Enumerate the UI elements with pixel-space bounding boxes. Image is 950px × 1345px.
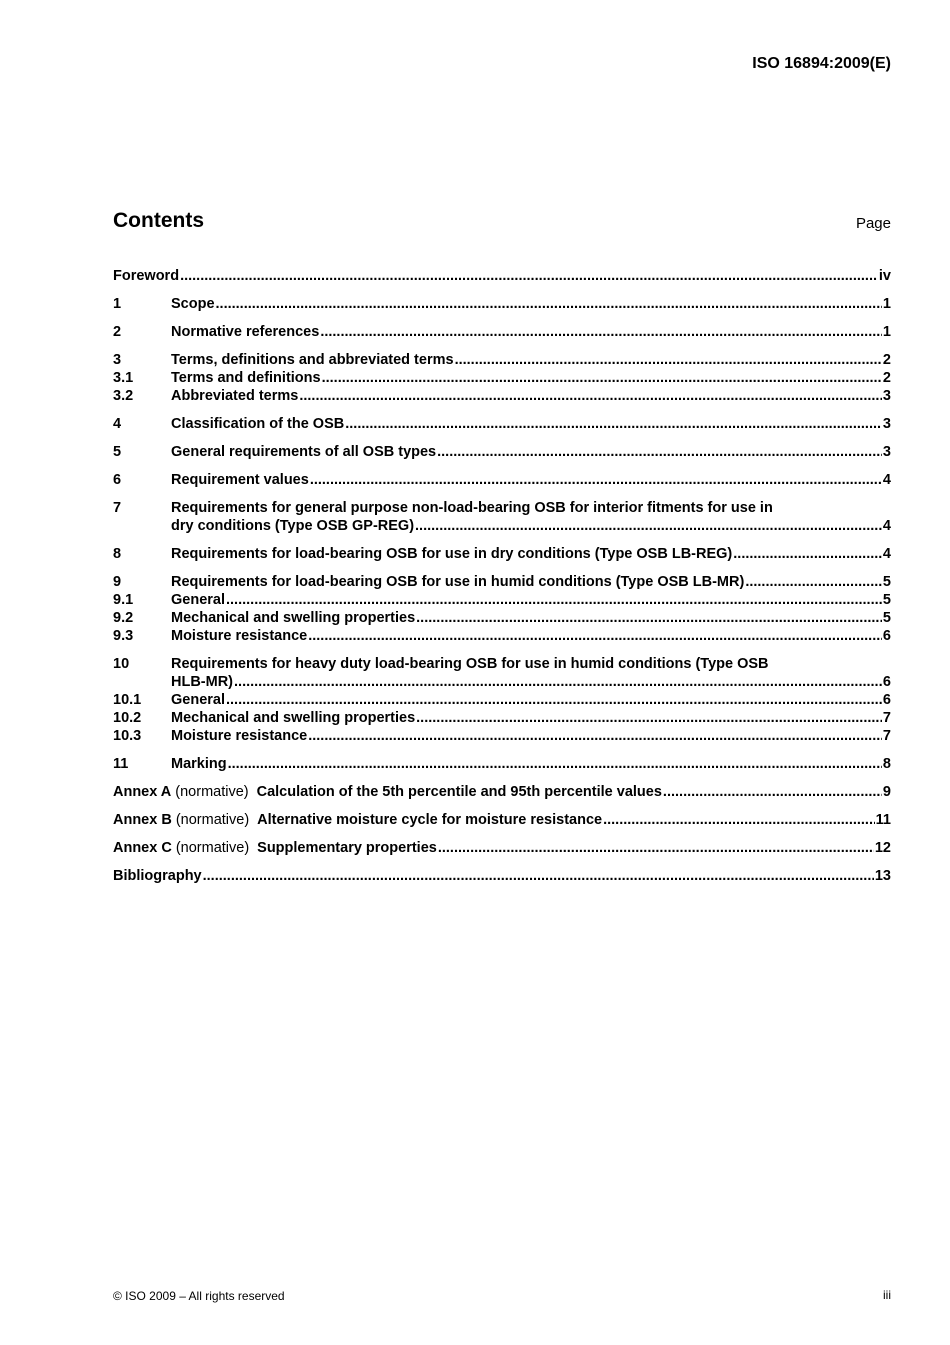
annex-label: Annex B [113,812,172,828]
toc-page: 9 [882,784,891,800]
toc-entry-2[interactable] [113,323,891,341]
toc-entry-3-1[interactable] [113,369,891,387]
dot-leader [415,517,882,535]
toc-title: Moisture resistance [171,628,308,644]
toc-page: 5 [882,592,891,608]
toc-page: 1 [882,296,891,312]
page-column-label: Page [855,215,891,232]
toc-title: Foreword [113,268,180,284]
toc-entry-5[interactable] [113,443,891,461]
toc-title-line1: Requirements for heavy duty load-bearing OSB for use in humid conditions (Type OSB [171,656,769,672]
toc-page: 7 [882,728,891,744]
toc-number: 10.1 [113,692,142,708]
document-code: ISO 16894:2009(E) [752,55,891,72]
annex-type: (normative) [175,812,250,828]
toc-title: General [171,592,225,608]
annex-label: Annex A [113,784,172,800]
toc-title-line1: Requirements for general purpose non-load-bearing OSB for interior fitments for use in [171,500,773,516]
dot-leader [663,783,882,801]
toc-title: Scope [171,296,215,312]
toc-page: 7 [882,710,891,726]
toc-page: 11 [875,812,891,828]
toc-title: General [171,692,225,708]
toc-entry-3-2[interactable] [113,387,891,405]
toc-page: 2 [882,370,891,386]
toc-page: 8 [882,756,891,772]
dot-leader [733,545,882,563]
toc-title: Terms, definitions and abbreviated terms [171,352,454,368]
annex-type: (normative) [175,840,250,856]
toc-entry-annex-b[interactable] [113,811,891,829]
toc-title: Mechanical and swelling properties [171,610,416,626]
toc-entry-3[interactable] [113,351,891,369]
toc-entry-6[interactable] [113,471,891,489]
toc-title: Abbreviated terms [171,388,299,404]
dot-leader [416,609,882,627]
toc-title: Marking [171,756,227,772]
dot-leader [310,471,882,489]
toc-page: 6 [882,692,891,708]
toc-number: 10.3 [113,728,142,744]
toc-page: 3 [882,416,891,432]
toc-title: Mechanical and swelling properties [171,710,416,726]
toc-number: 9 [113,574,122,590]
toc-entry-annex-a[interactable] [113,783,891,801]
toc-entry-7[interactable] [113,499,891,517]
toc-entry-1[interactable] [113,295,891,313]
toc-page: 6 [882,674,891,690]
dot-leader [322,369,882,387]
toc-title: Requirements for load-bearing OSB for use in dry conditions (Type OSB LB-REG) [171,546,733,562]
dot-leader [234,673,882,691]
dot-leader [345,415,882,433]
dot-leader [603,811,875,829]
annex-type: (normative) [175,784,249,800]
toc-page: 4 [882,518,891,534]
dot-leader [216,295,882,313]
toc-number: 3.2 [113,388,134,404]
toc-number: 6 [113,472,122,488]
toc-entry-9-1[interactable] [113,591,891,609]
toc-number: 8 [113,546,122,562]
annex-label: Annex C [113,840,172,856]
dot-leader [203,867,874,885]
toc-entry-4[interactable] [113,415,891,433]
toc-entry-10-2[interactable] [113,709,891,727]
toc-title: Normative references [171,324,320,340]
toc-entry-10-continued[interactable] [113,673,891,691]
toc-page: 4 [882,546,891,562]
dot-leader [308,627,882,645]
toc-number: 10 [113,656,130,672]
toc-title: Alternative moisture cycle for moisture resistance [257,812,603,828]
page-number: iii [883,1288,891,1302]
toc-entry-11[interactable] [113,755,891,773]
toc-number: 11 [113,756,129,772]
toc-number: 3 [113,352,122,368]
dot-leader [226,591,882,609]
dot-leader [416,709,882,727]
toc-title-line2: dry conditions (Type OSB GP-REG) [171,518,415,534]
toc-entry-bibliography[interactable] [113,867,891,885]
toc-entry-7-continued[interactable] [113,517,891,535]
toc-title: Requirement values [171,472,309,488]
dot-leader [180,267,878,285]
dot-leader [320,323,882,341]
toc-page: 1 [882,324,891,340]
toc-number: 9.1 [113,592,134,608]
toc-number: 1 [113,296,122,312]
toc-page: iv [878,268,891,284]
dot-leader [455,351,882,369]
toc-page: 13 [874,868,891,884]
dot-leader [437,443,882,461]
dot-leader [299,387,882,405]
toc-number: 9.2 [113,610,134,626]
toc-title: Classification of the OSB [171,416,345,432]
toc-page: 3 [882,444,891,460]
toc-entry-9-2[interactable] [113,609,891,627]
toc-page: 4 [882,472,891,488]
toc-entry-9[interactable] [113,573,891,591]
dot-leader [308,727,882,745]
copyright-notice: © ISO 2009 – All rights reserved [113,1289,285,1303]
dot-leader [226,691,882,709]
toc-title: Terms and definitions [171,370,321,386]
table-of-contents [113,267,891,885]
toc-number: 7 [113,500,122,516]
toc-title: Supplementary properties [257,840,437,856]
toc-title-line2: HLB-MR) [171,674,234,690]
toc-number: 3.1 [113,370,134,386]
toc-entry-annex-c[interactable] [113,839,891,857]
toc-title: Calculation of the 5th percentile and 95th percentile values [256,784,662,800]
dot-leader [745,573,882,591]
toc-title: Requirements for load-bearing OSB for use in humid conditions (Type OSB LB-MR) [171,574,745,590]
toc-title: General requirements of all OSB types [171,444,437,460]
toc-number: 9.3 [113,628,134,644]
toc-page: 5 [882,574,891,590]
toc-page: 2 [882,352,891,368]
toc-number: 4 [113,416,122,432]
toc-entry-8[interactable] [113,545,891,563]
contents-heading: Contents [113,209,204,232]
toc-page: 3 [882,388,891,404]
toc-entry-9-3[interactable] [113,627,891,645]
toc-page: 6 [882,628,891,644]
toc-page: 12 [874,840,891,856]
toc-page: 5 [882,610,891,626]
toc-entry-10-1[interactable] [113,691,891,709]
toc-number: 2 [113,324,122,340]
toc-entry-10-3[interactable] [113,727,891,745]
toc-entry-10[interactable] [113,655,891,673]
toc-title: Moisture resistance [171,728,308,744]
toc-number: 10.2 [113,710,142,726]
toc-title: Bibliography [113,868,202,884]
dot-leader [228,755,882,773]
toc-entry-foreword[interactable] [113,267,891,285]
dot-leader [438,839,874,857]
toc-number: 5 [113,444,122,460]
